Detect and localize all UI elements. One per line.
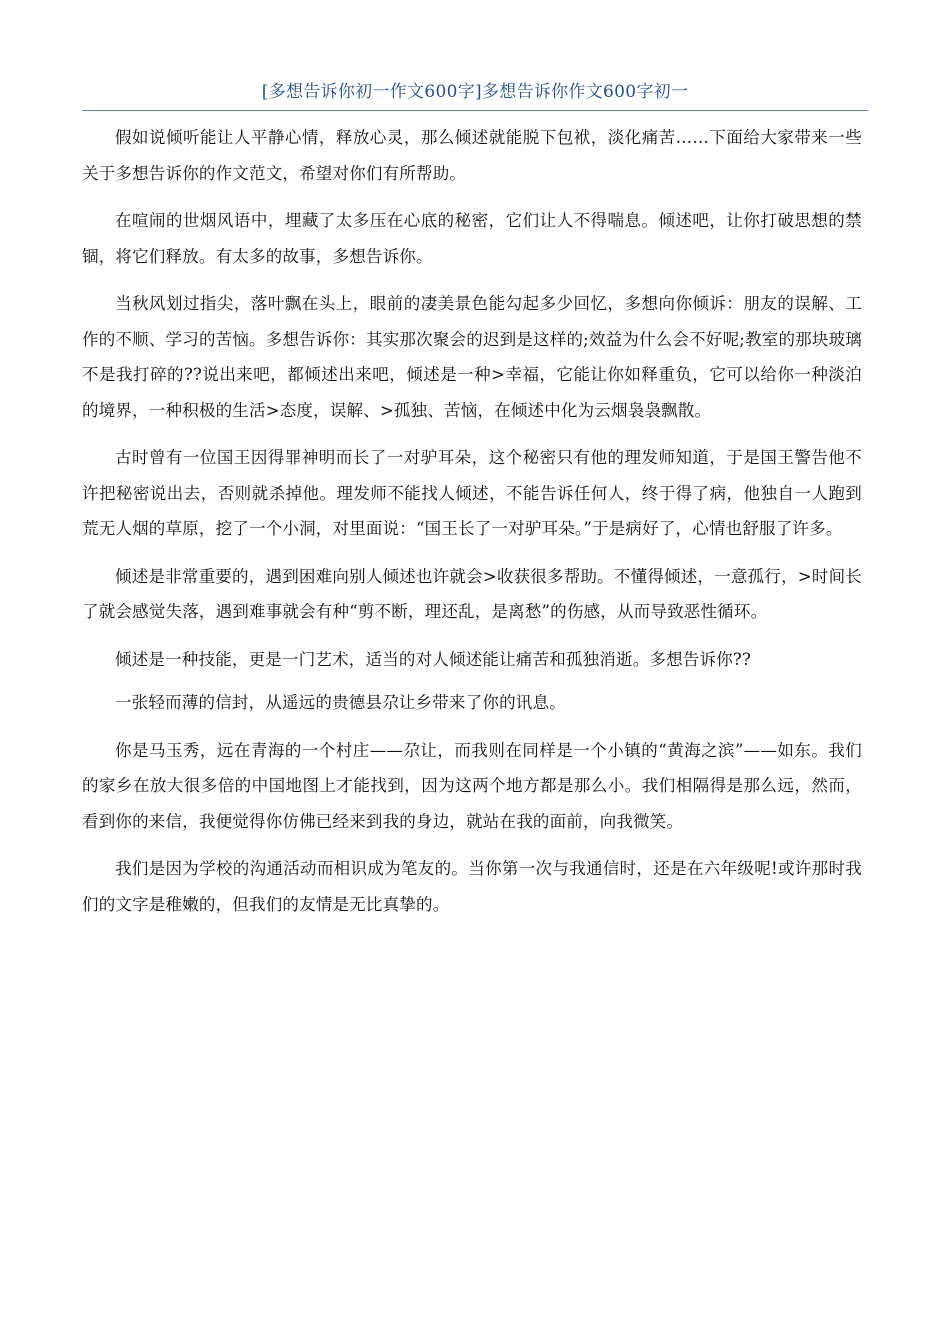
paragraph: 倾述是非常重要的，遇到困难向别人倾述也许就会>收获很多帮助。不懂得倾述，一意孤行，>时间长了就会感觉失落，遇到难事就会有种“剪不断，理还乱，是离愁”的伤感，从而导致恶性循环。 [82, 566, 862, 621]
page-header [82, 78, 868, 111]
document-body [82, 120, 862, 934]
paragraph: 古时曾有一位国王因得罪神明而长了一对驴耳朵，这个秘密只有他的理发师知道，于是国王警告他不许把秘密说出去，否则就杀掉他。理发师不能找人倾述，不能告诉任何人，终于得了病，他独自一人跑到荒无人烟的草原，挖了一个小洞，对里面说：“国王长了一对驴耳朵。”于是病好了，心情也舒服了许多。 [82, 448, 862, 538]
paragraph: 我们是因为学校的沟通活动而相识成为笔友的。当你第一次与我通信时，还是在六年级呢!或许那时我们的文字是稚嫩的，但我们的友情是无比真挚的。 [82, 859, 862, 914]
paragraph: 在喧闹的世烟风语中，埋藏了太多压在心底的秘密，它们让人不得喘息。倾述吧，让你打破思想的禁锢，将它们释放。有太多的故事，多想告诉你。 [82, 211, 862, 266]
paragraph: 你是马玉秀，远在青海的一个村庄——尕让，而我则在同样是一个小镇的“黄海之滨”——如东。我们的家乡在放大很多倍的中国地图上才能找到，因为这两个地方都是那么小。我们相隔得是那么远，然而，看到你的来信，我便觉得你仿佛已经来到我的身边，就站在我的面前，向我微笑。 [82, 740, 862, 831]
paragraph: 一张轻而薄的信封，从遥远的贵德县尕让乡带来了你的讯息。 [115, 693, 566, 712]
paragraph: 倾述是一种技能，更是一门艺术，适当的对人倾述能让痛苦和孤独消逝。多想告诉你?? [115, 649, 751, 669]
document-title: [多想告诉你初一作文600字]多想告诉你作文600字初一 [261, 82, 689, 102]
paragraph: 假如说倾听能让人平静心情，释放心灵，那么倾述就能脱下包袱，淡化痛苦……下面给大家带来一些关于多想告诉你的作文范文，希望对你们有所帮助。 [82, 128, 862, 183]
paragraph: 当秋风划过指尖，落叶飘在头上，眼前的凄美景色能勾起多少回忆，多想向你倾诉：朋友的误解、工作的不顺、学习的苦恼。多想告诉你：其实那次聚会的迟到是这样的;效益为什么会不好呢;教室的那块玻璃不是我打碎的??说出来吧，都倾述出来吧，倾述是一种>幸福，它能让你如释重负，它可以给你一种淡泊的境界，一种积极的生活>态度，误解、>孤独、苦恼，在倾述中化为云烟袅袅飘散。 [82, 294, 862, 420]
